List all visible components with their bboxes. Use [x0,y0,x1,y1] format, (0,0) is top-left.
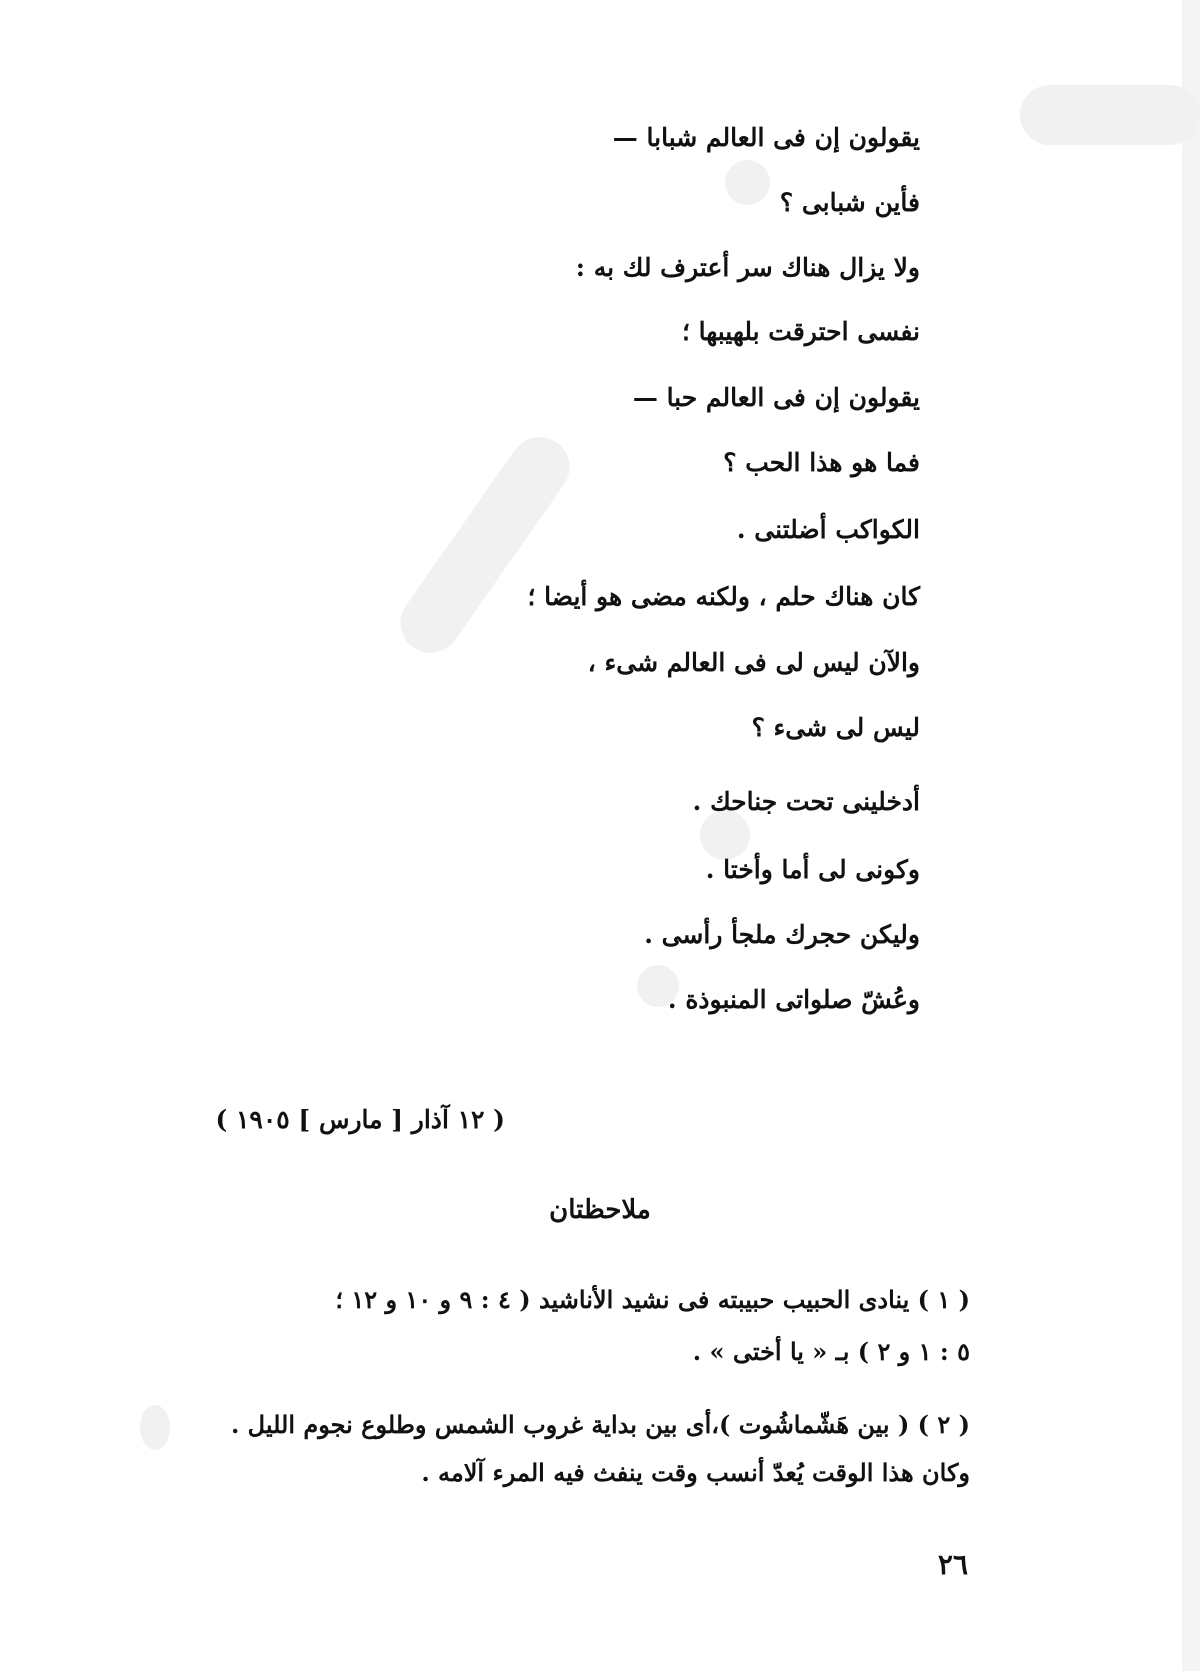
poem-date: ( ١٢ آذار [ مارس ] ١٩٠٥ ) [215,1105,505,1134]
poem-line: نفسى احترقت بلهيبها ؛ [681,317,920,346]
poem-line: فما هو هذا الحب ؟ [723,448,920,477]
poem-line: والآن ليس لى فى العالم شىء ، [587,648,920,677]
note-1-line-1: ( ١ ) ينادى الحبيب حبيبته فى نشيد الأناشيد ( ٤ : ٩ و ١٠ و ١٢ ؛ [335,1285,970,1314]
note-1-line-2: ٥ : ١ و ٢ ) بـ « يا أختى » . [692,1337,970,1366]
scan-smudge [1020,85,1200,145]
poem-line: وكونى لى أما وأختا . [705,855,920,884]
notes-heading: ملاحظتان [549,1195,651,1225]
scan-smudge [389,425,582,664]
note-2-line-1: ( ٢ ) ( بين هَشّماشُوت )،أى بين بداية غروب الشمس وطلوع نجوم الليل . [230,1410,970,1439]
scan-smudge [725,160,770,205]
scan-edge [1182,0,1200,1671]
poem-line: وليكن حجرك ملجأ رأسى . [644,920,920,949]
poem-line: الكواكب أضلتنى . [736,515,920,544]
poem-line: ليس لى شىء ؟ [751,713,920,742]
poem-line: كان هناك حلم ، ولكنه مضى هو أيضا ؛ [527,582,920,611]
poem-line: وعُشّ صلواتى المنبوذة . [667,985,920,1014]
poem-line: فأين شبابى ؟ [779,188,920,217]
poem-line: أدخلينى تحت جناحك . [692,787,920,816]
poem-line: يقولون إن فى العالم حبا — [632,383,920,412]
note-2-line-2: وكان هذا الوقت يُعدّ أنسب وقت ينفث فيه المرء آلامه . [421,1458,970,1487]
scan-smudge [700,810,750,860]
poem-line: ولا يزال هناك سر أعترف لك به : [575,253,920,282]
page-number: ٢٦ [937,1548,968,1581]
poem-line: يقولون إن فى العالم شبابا — [612,123,920,152]
